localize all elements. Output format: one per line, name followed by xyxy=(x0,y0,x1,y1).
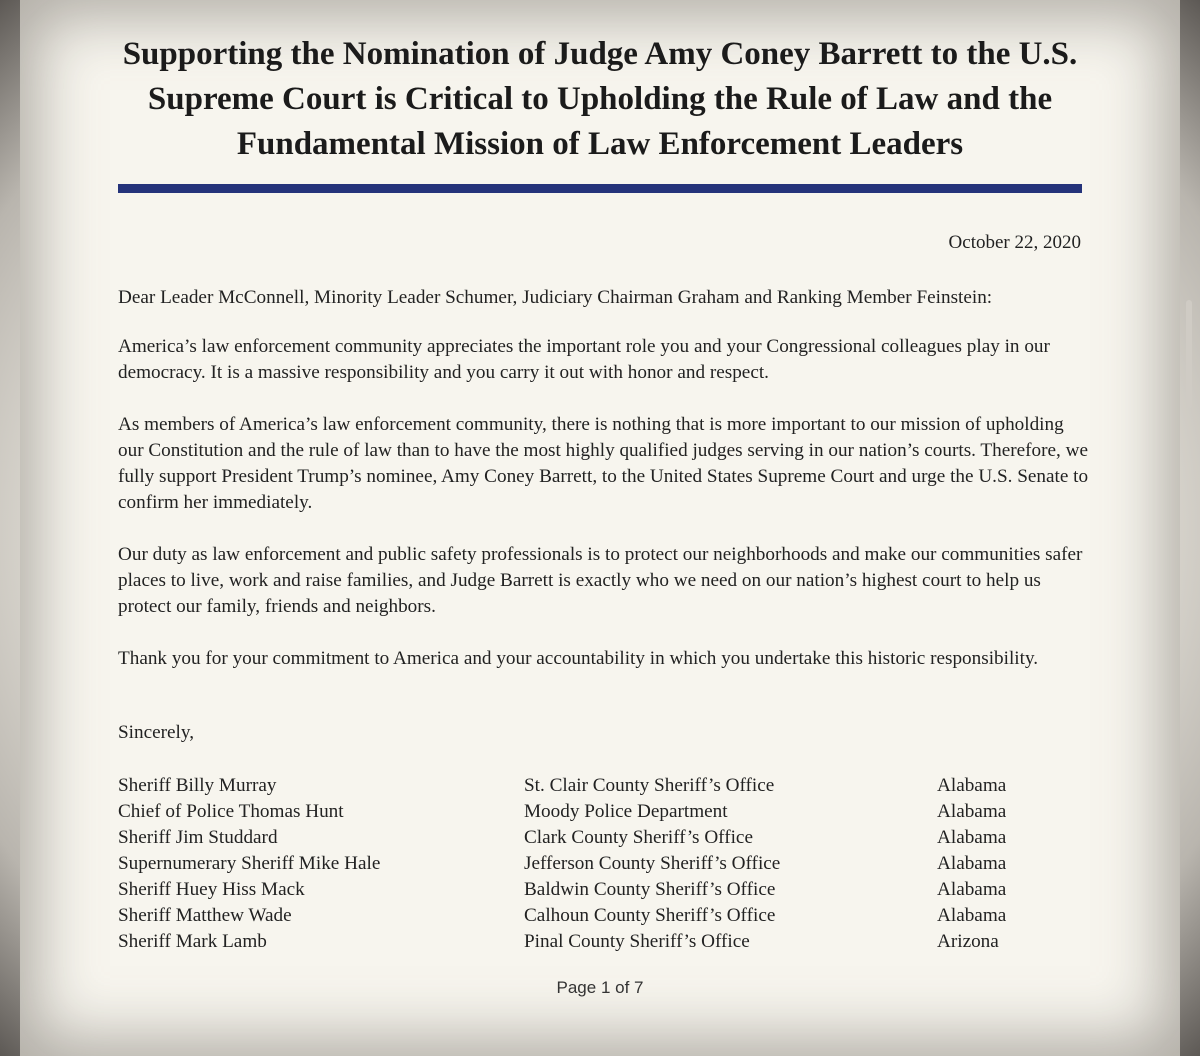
signer-office: Pinal County Sheriff’s Office xyxy=(524,931,750,952)
title-divider-rule xyxy=(118,184,1082,193)
signer-office: Baldwin County Sheriff’s Office xyxy=(524,879,776,900)
signer-state: Alabama xyxy=(937,905,1007,926)
salutation: Dear Leader McConnell, Minority Leader Schumer, Judiciary Chairman Graham and Ranking Member Feinstein: xyxy=(118,287,993,308)
body-paragraph-2: As members of America’s law enforcement community, there is nothing that is more important to our mission of upholding our Constitution and the rule of law than to have the most highly qualified judges serving in our nation’s courts. Therefore, we fully support President Trump’s nominee, Amy Coney Barrett, to the United States Supreme Court and urge the U.S. Senate to confirm her immediately. xyxy=(118,414,1089,513)
signer-row xyxy=(118,825,1098,851)
signer-list xyxy=(118,773,1098,955)
signer-office: Calhoun County Sheriff’s Office xyxy=(524,905,776,926)
closing: Sincerely, xyxy=(118,722,195,743)
signer-office: Clark County Sheriff’s Office xyxy=(524,827,753,848)
body-paragraph-4: Thank you for your commitment to America and your accountability in which you undertake this historic responsibility. xyxy=(118,648,1039,669)
body-paragraph-1: America’s law enforcement community appreciates the important role you and your Congressional colleagues play in our democracy. It is a massive responsibility and you carry it out with honor and respect. xyxy=(118,336,1050,383)
signer-name: Sheriff Mark Lamb xyxy=(118,931,267,952)
signer-name: Sheriff Billy Murray xyxy=(118,775,277,796)
signer-row xyxy=(118,877,1098,903)
document-title: Supporting the Nomination of Judge Amy Coney Barrett to the U.S. Supreme Court is Critical to Upholding the Rule of Law and the Fundamental Mission of Law Enforcement Leaders xyxy=(122,36,1078,162)
signer-state: Alabama xyxy=(937,879,1007,900)
signer-name: Supernumerary Sheriff Mike Hale xyxy=(118,853,381,874)
signer-row xyxy=(118,799,1098,825)
page-number: Page 1 of 7 xyxy=(556,978,644,997)
signer-row xyxy=(118,851,1098,877)
signer-row xyxy=(118,903,1098,929)
signer-state: Alabama xyxy=(937,775,1007,796)
body-paragraph-3: Our duty as law enforcement and public safety professionals is to protect our neighborhoods and make our communities safer places to live, work and raise families, and Judge Barrett is exactly who we need on our nation’s highest court to help us protect our family, friends and neighbors. xyxy=(118,544,1083,617)
signer-name: Sheriff Jim Studdard xyxy=(118,827,278,848)
signer-row xyxy=(118,929,1098,955)
page-edge-tab xyxy=(1186,300,1192,408)
signer-office: St. Clair County Sheriff’s Office xyxy=(524,775,775,796)
signer-state: Alabama xyxy=(937,827,1007,848)
signer-office: Jefferson County Sheriff’s Office xyxy=(524,853,781,874)
signer-name: Sheriff Matthew Wade xyxy=(118,905,292,926)
signer-state: Arizona xyxy=(937,931,999,952)
signer-row xyxy=(118,773,1098,799)
signer-state: Alabama xyxy=(937,801,1007,822)
signer-office: Moody Police Department xyxy=(524,801,728,822)
signer-name: Chief of Police Thomas Hunt xyxy=(118,801,344,822)
letter-date: October 22, 2020 xyxy=(948,232,1081,253)
signer-name: Sheriff Huey Hiss Mack xyxy=(118,879,305,900)
signer-state: Alabama xyxy=(937,853,1007,874)
